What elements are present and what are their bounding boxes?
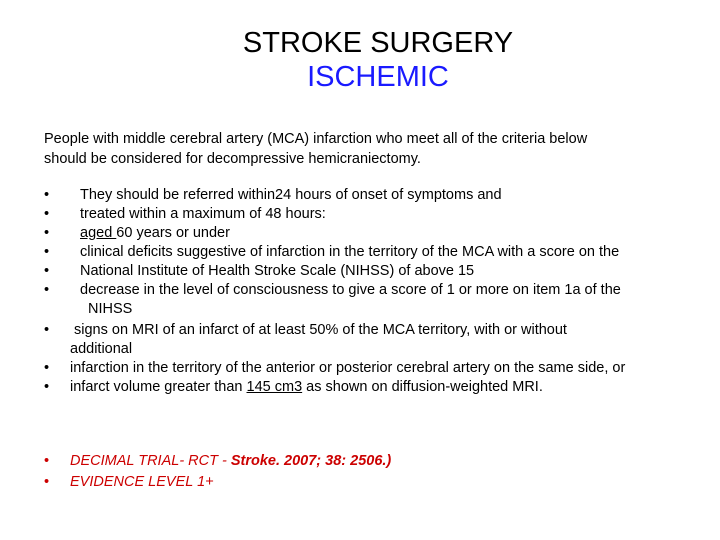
criteria-item bbox=[44, 281, 704, 300]
bullet-icon: • bbox=[44, 360, 50, 376]
criteria-text: additional bbox=[70, 341, 133, 357]
bullet-icon: • bbox=[44, 474, 50, 490]
criteria-text: decrease in the level of consciousness to give a score of 1 or more on item 1a of the bbox=[80, 282, 621, 298]
criteria-list bbox=[44, 186, 704, 397]
trial-citation: Stroke. 2007; 38: 2506.) bbox=[230, 453, 392, 469]
title-line-ischemic: ISCHEMIC bbox=[307, 61, 449, 93]
bullet-icon: • bbox=[44, 379, 50, 395]
evidence-list bbox=[44, 451, 704, 493]
criteria-item-continuation bbox=[44, 340, 704, 359]
criteria-item bbox=[44, 243, 704, 262]
slide-title bbox=[0, 26, 720, 94]
criteria-text: clinical deficits suggestive of infarction in the territory of the MCA with a score on the bbox=[80, 244, 620, 260]
evidence-item-level bbox=[44, 472, 704, 493]
criteria-text: 60 years or under bbox=[116, 225, 230, 241]
criteria-item-continuation bbox=[44, 300, 704, 319]
trial-label: DECIMAL TRIAL- RCT - bbox=[70, 453, 231, 469]
criteria-item bbox=[44, 262, 704, 281]
bullet-icon: • bbox=[44, 206, 50, 222]
evidence-level: EVIDENCE LEVEL 1+ bbox=[70, 474, 214, 490]
title-line-stroke-surgery: STROKE SURGERY bbox=[242, 27, 514, 59]
criteria-text: National Institute of Health Stroke Scale (NIHSS) of above 15 bbox=[80, 263, 475, 279]
criteria-text: infarct volume greater than bbox=[70, 379, 247, 395]
bullet-icon: • bbox=[44, 282, 50, 298]
bullet-icon: • bbox=[44, 187, 50, 203]
criteria-text-underlined: aged bbox=[80, 225, 117, 241]
criteria-item bbox=[44, 186, 704, 205]
criteria-text: They should be referred within24 hours of onset of symptoms and bbox=[80, 187, 502, 203]
criteria-item bbox=[44, 378, 704, 397]
intro-line-1: People with middle cerebral artery (MCA) infarction who meet all of the criteria below bbox=[44, 131, 588, 147]
criteria-item bbox=[44, 224, 704, 243]
criteria-text: as shown on diffusion-weighted MRI. bbox=[302, 379, 543, 395]
bullet-icon: • bbox=[44, 244, 50, 260]
bullet-icon: • bbox=[44, 453, 50, 469]
intro-paragraph bbox=[44, 129, 694, 169]
criteria-text: signs on MRI of an infarct of at least 50% of the MCA territory, with or without bbox=[74, 322, 567, 338]
criteria-text-underlined: 145 cm3 bbox=[246, 379, 303, 395]
evidence-item-trial bbox=[44, 451, 704, 472]
intro-line-2: should be considered for decompressive hemicraniectomy. bbox=[44, 151, 421, 167]
bullet-icon: • bbox=[44, 225, 50, 241]
criteria-item bbox=[44, 321, 704, 340]
criteria-text: treated within a maximum of 48 hours: bbox=[80, 206, 326, 222]
criteria-text: NIHSS bbox=[88, 301, 133, 317]
criteria-item bbox=[44, 205, 704, 224]
criteria-text: infarction in the territory of the anterior or posterior cerebral artery on the same side, or bbox=[70, 360, 626, 376]
bullet-icon: • bbox=[44, 263, 50, 279]
criteria-item bbox=[44, 359, 704, 378]
bullet-icon: • bbox=[44, 322, 50, 338]
